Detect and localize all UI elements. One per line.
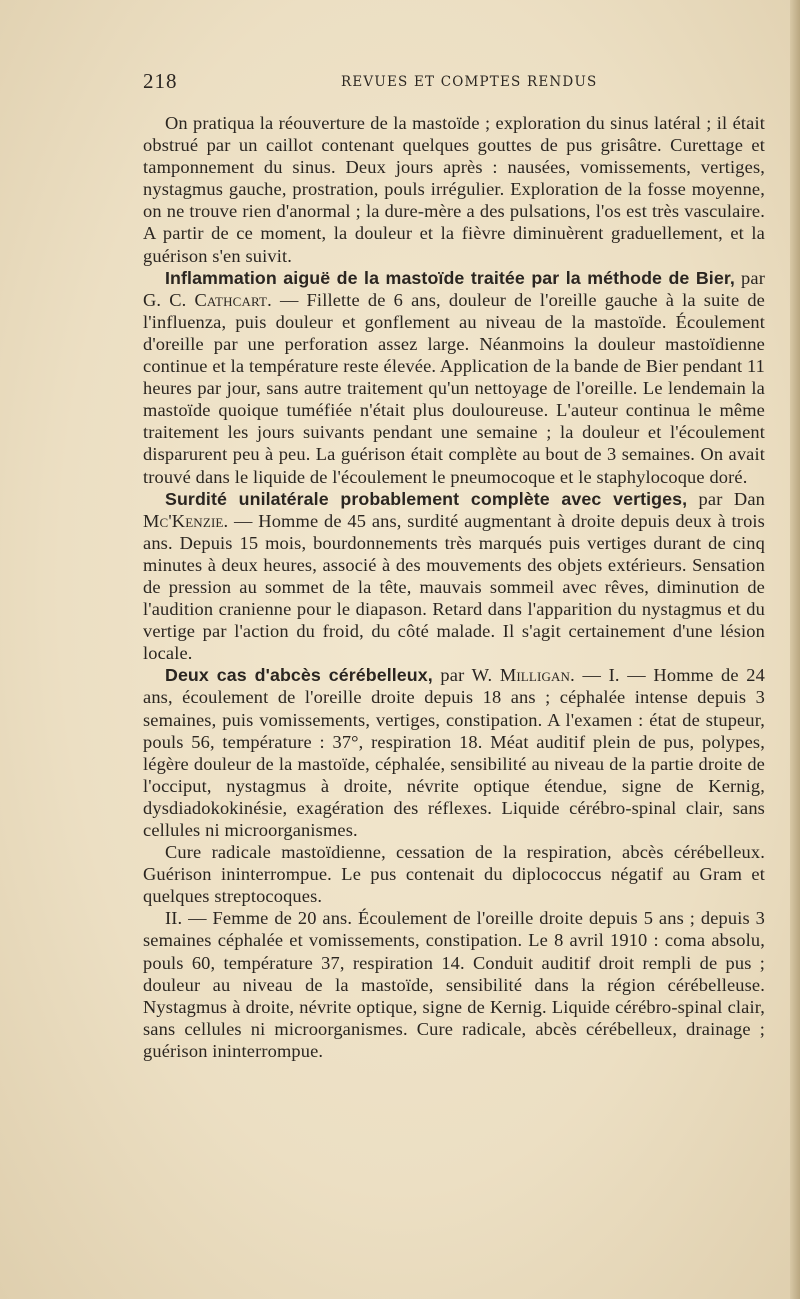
running-head: REVUES ET COMPTES RENDUS [341, 74, 598, 90]
page-header [143, 66, 755, 100]
byline: par Dan [687, 488, 765, 509]
byline: par G. C. [143, 267, 765, 310]
paragraph-case-1-outcome [143, 841, 765, 907]
author-name: Cathcart. [194, 289, 272, 310]
byline: par W. [432, 665, 500, 686]
paragraph-text: — Fillette de 6 ans, douleur de l'oreille gauche à la suite de l'influenza, puis douleur et gonflement au niveau de la mastoïde. Écoulement d'oreille par une perforation assez large. Néanmoins la douleur mastoïdienne continue et la température reste élevée. Application de la bande de Bier pendant 11 heures par jour, sans autre traitement qu'un nettoyage de l'oreille. Le lendemain la mastoïde quoique tuméfiée n'était plus douloureuse. L'auteur continua le même traitement les jours suivants pendant une semaine ; la douleur et l'écoulement disparurent peu à peu. La guérison était complète au bout de 3 semaines. On avait trouvé dans le liquide de l'écoulement le pneumocoque et le staphylocoque doré. [143, 289, 765, 487]
paragraph-text: — Homme de 45 ans, surdité augmentant à droite depuis deux à trois ans. Depuis 15 mois, bourdonnements très marqués puis vertiges durant de cinq minutes à deux heures, associé à des mouvements des objets extérieurs. Sensation de pression au sommet de la tête, mauvais sommeil avec rêves, diminution de l'audition cranienne pour le diapason. Retard dans l'apparition du nystagmus et du vertige par l'action du froid, du côté malade. Il s'agit certainement d'une lésion locale. [143, 510, 765, 664]
article-title: Deux cas d'abcès cérébelleux, [165, 665, 433, 686]
author-name: Milligan. [499, 665, 575, 686]
article-title: Surdité unilatérale probablement complète avec vertiges, [165, 488, 688, 509]
paragraph-text: On pratiqua la réouverture de la mastoïde ; exploration du sinus latéral ; il était obstrué par un caillot contenant quelques gouttes de pus grisâtre. Curettage et tamponnement du sinus. Deux jours après : nausées, vomissements, vertiges, nystagmus gauche, prostration, pouls irrégulier. Exploration de la fosse moyenne, on ne trouve rien d'anormal ; la dure-mère a des pulsations, l'os est très vasculaire. A partir de ce moment, la douleur et la fièvre diminuèrent graduellement, et la guérison s'en suivit. [143, 113, 765, 266]
article-title: Inflammation aiguë de la mastoïde traitée par la méthode de Bier, [165, 267, 735, 288]
page-edge-shadow [790, 0, 800, 1299]
paragraph-continuation [143, 112, 765, 267]
review-milligan [143, 664, 765, 841]
review-cathcart [143, 267, 765, 488]
author-name: Mc'Kenzie. [143, 510, 229, 531]
paragraph-text: II. — Femme de 20 ans. Écoulement de l'oreille droite depuis 5 ans ; depuis 3 semaines céphalée et vomissements, constipation. Le 8 avril 1910 : coma absolu, pouls 60, température 37, respiration 14. Conduit auditif droit rempli de pus ; douleur au niveau de la mastoïde, sensibilité dans la région cérébelleuse. Nystagmus à droite, névrite optique, signe de Kernig. Liquide cérébro-spinal clair, sans cellules ni microorganismes. Cure radicale, abcès cérébelleux, drainage ; guérison ininterrompue. [143, 908, 765, 1061]
body-text [143, 112, 765, 1062]
paragraph-text: — I. — Homme de 24 ans, écoulement de l'oreille droite depuis 18 ans ; céphalée intense depuis 3 semaines, puis vomissements, vertiges, constipation. A l'examen : état de stupeur, pouls 56, température : 37°, respiration 18. Méat auditif plein de pus, polypes, légère douleur de la mastoïde, céphalée, sensibilité au niveau de la partie droite de l'occiput, nystagmus à droite, névrite optique étendue, signe de Kernig, dysdiadokokinésie, exagération des réflexes. Liquide cérébro-spinal clair, sans cellules ni microorganismes. [143, 665, 765, 840]
page-number: 218 [143, 69, 178, 93]
review-mckenzie [143, 488, 765, 665]
paragraph-text: Cure radicale mastoïdienne, cessation de la respiration, abcès cérébelleux. Guérison ininterrompue. Le pus contenait du diplococcus négatif au Gram et quelques streptocoques. [143, 842, 765, 907]
paragraph-case-2 [143, 907, 765, 1062]
